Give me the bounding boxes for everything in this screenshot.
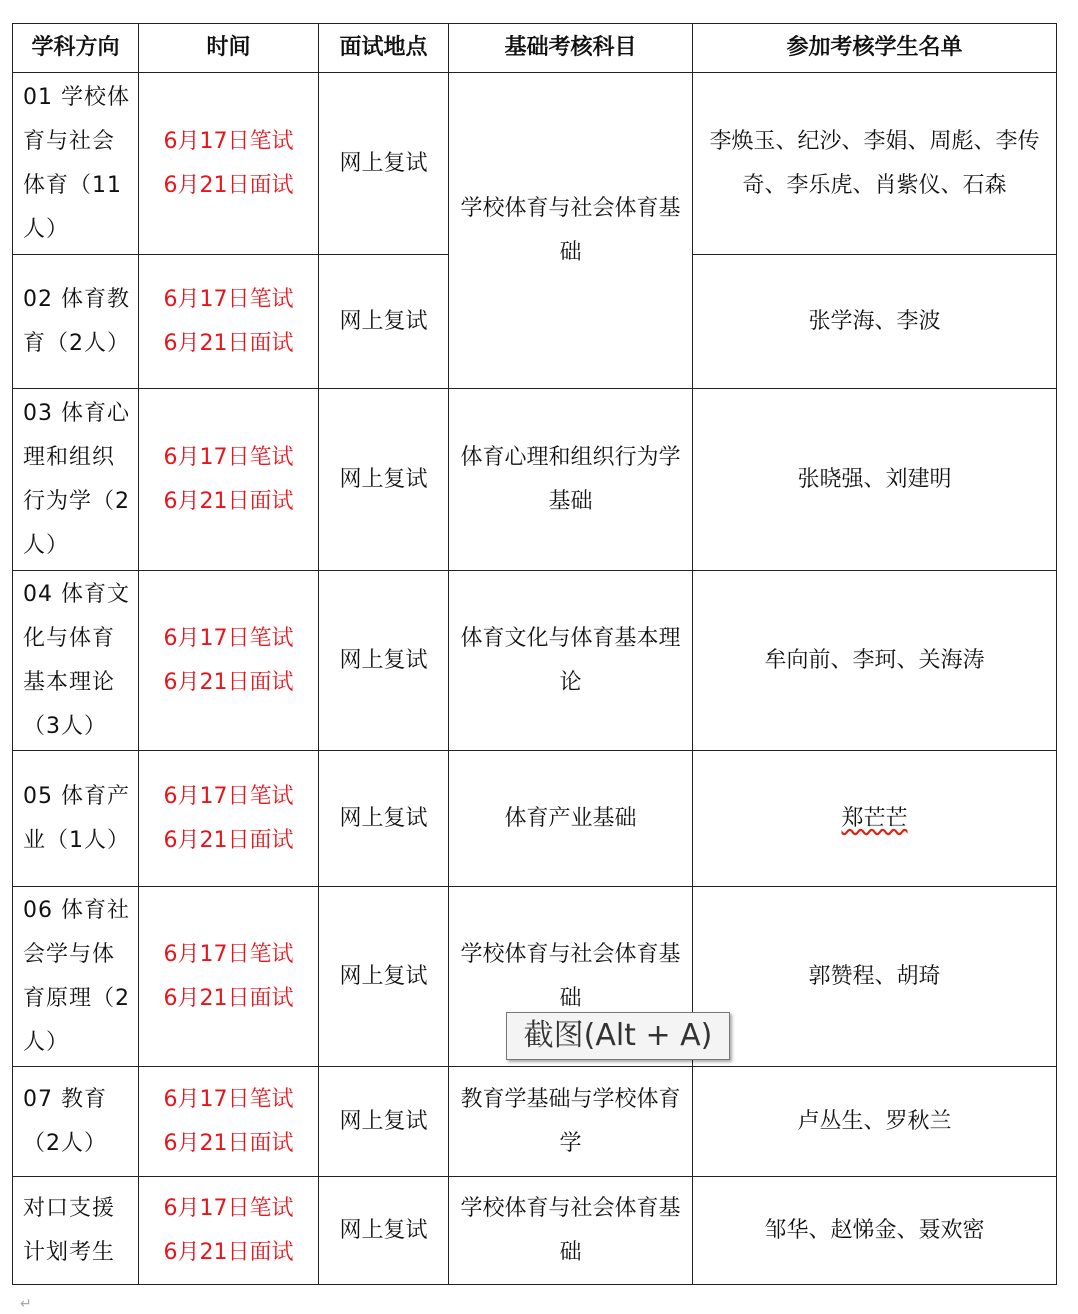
table-row (13, 1177, 1057, 1285)
written-exam-date: 6月17日笔试 (163, 444, 294, 470)
time-cell (139, 1177, 319, 1285)
discipline-cell: 05 体育产业（1人） (13, 751, 139, 887)
written-exam-date: 6月17日笔试 (163, 286, 294, 312)
table-row (13, 73, 1057, 255)
time-cell (139, 571, 319, 751)
interview-date: 6月21日面试 (163, 172, 294, 198)
location-cell: 网上复试 (319, 571, 449, 751)
table-row (13, 1067, 1057, 1177)
written-exam-date: 6月17日笔试 (163, 1086, 294, 1112)
interview-date: 6月21日面试 (163, 1239, 294, 1265)
location-cell: 网上复试 (319, 1177, 449, 1285)
header-subject: 基础考核科目 (449, 24, 693, 73)
students-cell: 张学海、李波 (693, 255, 1057, 389)
interview-date: 6月21日面试 (163, 1130, 294, 1156)
subject-cell: 体育产业基础 (449, 751, 693, 887)
discipline-cell: 06 体育社会学与体育原理（2人） (13, 887, 139, 1067)
written-exam-date: 6月17日笔试 (163, 783, 294, 809)
students-cell: 邹华、赵悌金、聂欢密 (693, 1177, 1057, 1285)
table-row (13, 751, 1057, 887)
time-cell (139, 1067, 319, 1177)
time-cell (139, 255, 319, 389)
location-cell: 网上复试 (319, 1067, 449, 1177)
written-exam-date: 6月17日笔试 (163, 1195, 294, 1221)
time-cell (139, 73, 319, 255)
time-cell (139, 389, 319, 571)
location-cell: 网上复试 (319, 389, 449, 571)
interview-date: 6月21日面试 (163, 669, 294, 695)
subject-cell: 学校体育与社会体育基础 (449, 73, 693, 389)
subject-cell: 学校体育与社会体育基础 (449, 887, 693, 1067)
header-students: 参加考核学生名单 (693, 24, 1057, 73)
time-cell (139, 887, 319, 1067)
students-cell: 李焕玉、纪沙、李娟、周彪、李传奇、李乐虎、肖紫仪、石森 (693, 73, 1057, 255)
students-cell: 郭赞程、胡琦 (693, 887, 1057, 1067)
interview-date: 6月21日面试 (163, 488, 294, 514)
subject-cell: 学校体育与社会体育基础 (449, 1177, 693, 1285)
interview-date: 6月21日面试 (163, 827, 294, 853)
subject-cell: 体育心理和组织行为学基础 (449, 389, 693, 571)
interview-date: 6月21日面试 (163, 985, 294, 1011)
discipline-cell: 对口支援计划考生 (13, 1177, 139, 1285)
discipline-cell: 01 学校体育与社会体育（11人） (13, 73, 139, 255)
paragraph-mark-icon: ↵ (20, 1296, 32, 1312)
students-cell (693, 751, 1057, 887)
header-time: 时间 (139, 24, 319, 73)
discipline-cell: 04 体育文化与体育基本理论（3人） (13, 571, 139, 751)
discipline-cell: 07 教育（2人） (13, 1067, 139, 1177)
screenshot-tooltip: 截图(Alt + A) (506, 1012, 730, 1060)
exam-schedule-table (12, 23, 1057, 1285)
header-discipline: 学科方向 (13, 24, 139, 73)
written-exam-date: 6月17日笔试 (163, 941, 294, 967)
header-row (13, 24, 1057, 73)
students-cell: 牟向前、李珂、关海涛 (693, 571, 1057, 751)
student-name-misspell: 郑芒芒 (841, 805, 908, 831)
written-exam-date: 6月17日笔试 (163, 625, 294, 651)
subject-cell: 体育文化与体育基本理论 (449, 571, 693, 751)
time-cell (139, 751, 319, 887)
interview-date: 6月21日面试 (163, 330, 294, 356)
students-cell: 张晓强、刘建明 (693, 389, 1057, 571)
subject-cell: 教育学基础与学校体育学 (449, 1067, 693, 1177)
table-row (13, 571, 1057, 751)
students-cell: 卢丛生、罗秋兰 (693, 1067, 1057, 1177)
location-cell: 网上复试 (319, 751, 449, 887)
discipline-cell: 03 体育心理和组织行为学（2人） (13, 389, 139, 571)
written-exam-date: 6月17日笔试 (163, 128, 294, 154)
header-location: 面试地点 (319, 24, 449, 73)
location-cell: 网上复试 (319, 73, 449, 255)
table-row (13, 389, 1057, 571)
discipline-cell: 02 体育教育（2人） (13, 255, 139, 389)
location-cell: 网上复试 (319, 255, 449, 389)
location-cell: 网上复试 (319, 887, 449, 1067)
